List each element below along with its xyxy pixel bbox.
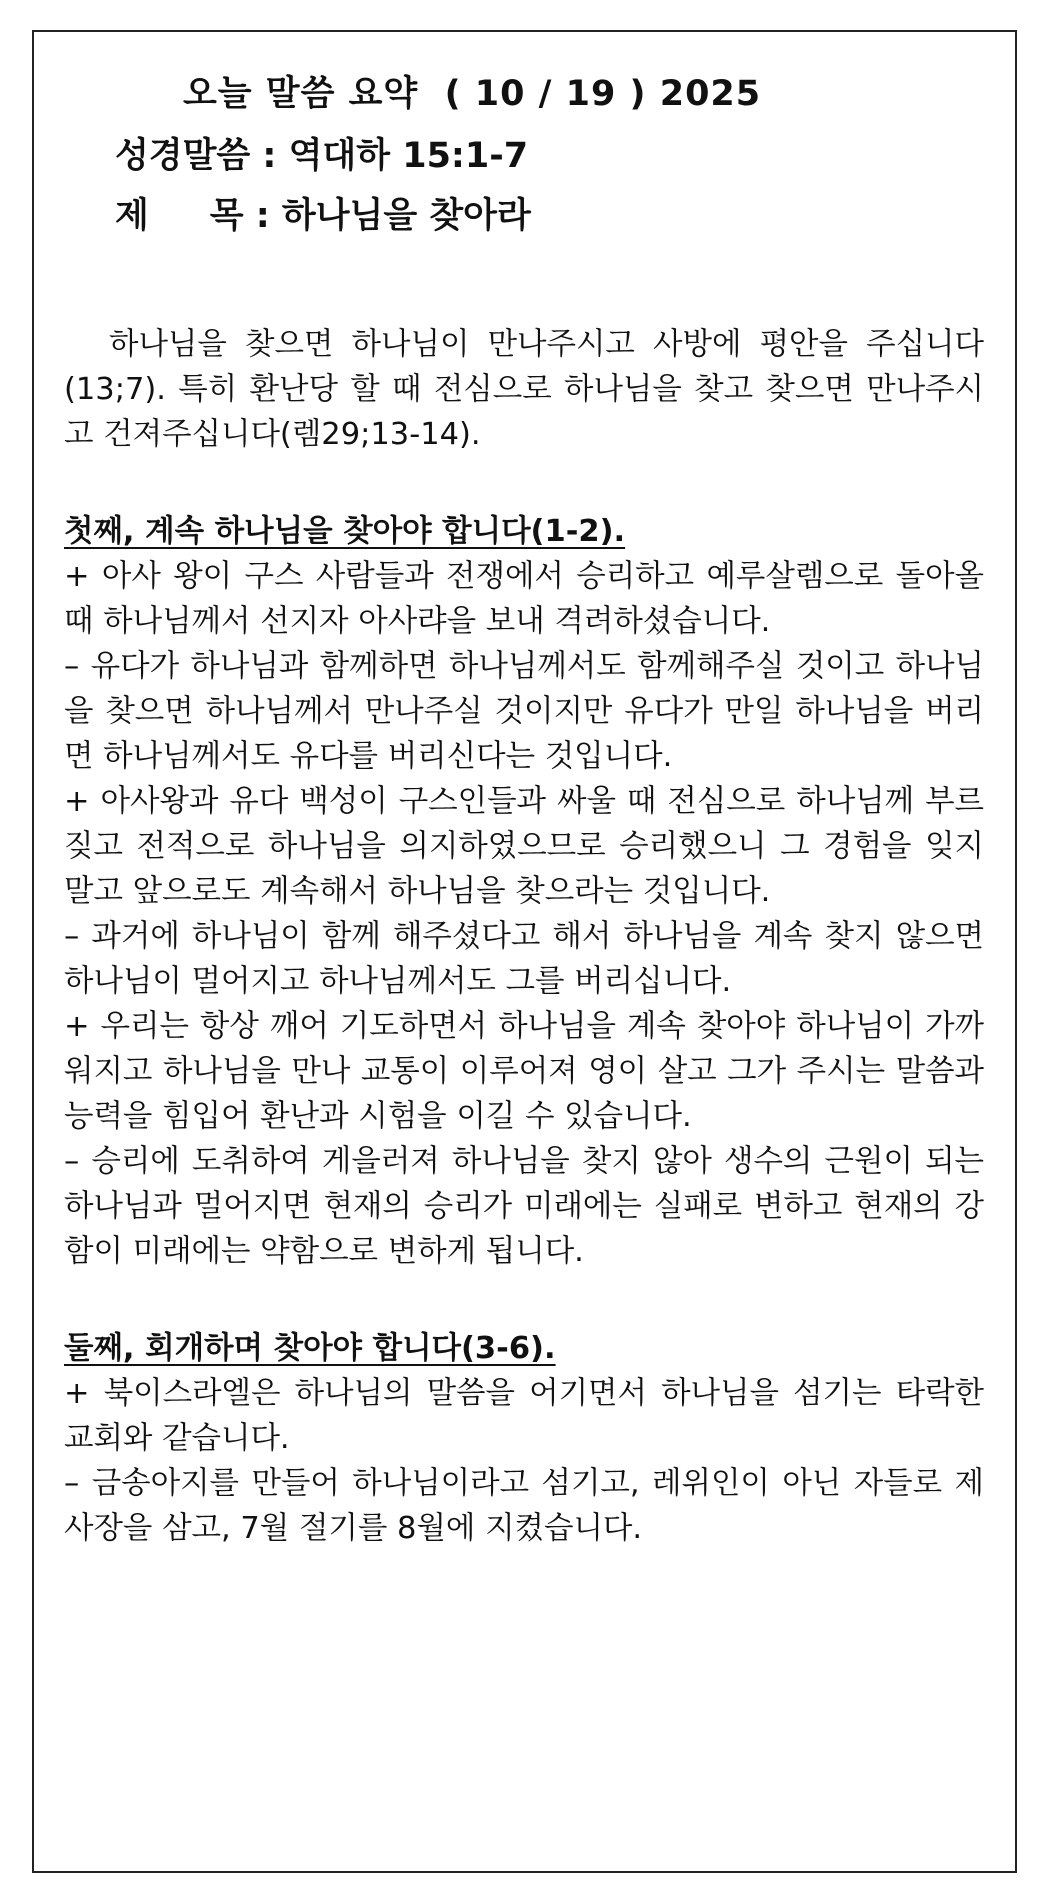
sermon-subject: 제 목 : 하나님을 찾아라 <box>115 196 531 236</box>
intro-paragraph: 하나님을 찾으면 하나님이 만나주시고 사방에 평안을 주십니다(13;7). 특히 환난당 할 때 전심으로 하나님을 찾고 찾으면 만나주시고 건져주십니다(렘29;13-14). <box>64 327 984 452</box>
list-item: – 금송아지를 만들어 하나님이라고 섬기고, 레위인이 아닌 자들로 제사장을 삼고, 7월 절기를 8월에 지켰습니다. <box>64 1466 984 1546</box>
section-heading-first: 첫째, 계속 하나님을 찾아야 합니다(1-2). <box>64 514 626 549</box>
list-item: + 아사왕과 유다 백성이 구스인들과 싸울 때 전심으로 하나님께 부르짖고 전적으로 하나님을 의지하였으므로 승리했으니 그 경험을 잊지 말고 앞으로도 계속해서 하나님을 찾으라는 것입니다. <box>64 784 984 909</box>
sermon-body <box>64 322 984 1551</box>
spacer <box>64 1274 984 1326</box>
list-item: – 승리에 도취하여 게을러져 하나님을 찾지 않아 생수의 근원이 되는 하나님과 멀어지면 현재의 승리가 미래에는 실패로 변하고 현재의 강함이 미래에는 약함으로 변하게 됩니다. <box>64 1144 984 1269</box>
list-item: + 우리는 항상 깨어 기도하면서 하나님을 계속 찾아야 하나님이 가까워지고 하나님을 만나 교통이 이루어져 영이 살고 그가 주시는 말씀과 능력을 힘입어 환난과 시험을 이길 수 있습니다. <box>64 1009 984 1134</box>
list-item: + 북이스라엘은 하나님의 말씀을 어기면서 하나님을 섬기는 타락한 교회와 같습니다. <box>64 1376 984 1456</box>
list-item: + 아사 왕이 구스 사람들과 전쟁에서 승리하고 예루살렘으로 돌아올 때 하나님께서 선지자 아사랴을 보내 격려하셨습니다. <box>64 559 984 639</box>
list-item: – 유다가 하나님과 함께하면 하나님께서도 함께해주실 것이고 하나님을 찾으면 하나님께서 만나주실 것이지만 유다가 만일 하나님을 버리면 하나님께서도 유다를 버리신다는 것입니다. <box>64 649 984 774</box>
section-heading-second: 둘째, 회개하며 찾아야 합니다(3-6). <box>64 1331 556 1366</box>
scripture-reference: 성경말씀 : 역대하 15:1-7 <box>115 136 529 176</box>
list-item: – 과거에 하나님이 함께 해주셨다고 해서 하나님을 계속 찾지 않으면 하나님이 멀어지고 하나님께서도 그를 버리십니다. <box>64 919 984 999</box>
spacer <box>64 457 984 509</box>
sermon-summary-title: 오늘 말씀 요약 ( 10 / 19 ) 2025 <box>183 74 762 114</box>
